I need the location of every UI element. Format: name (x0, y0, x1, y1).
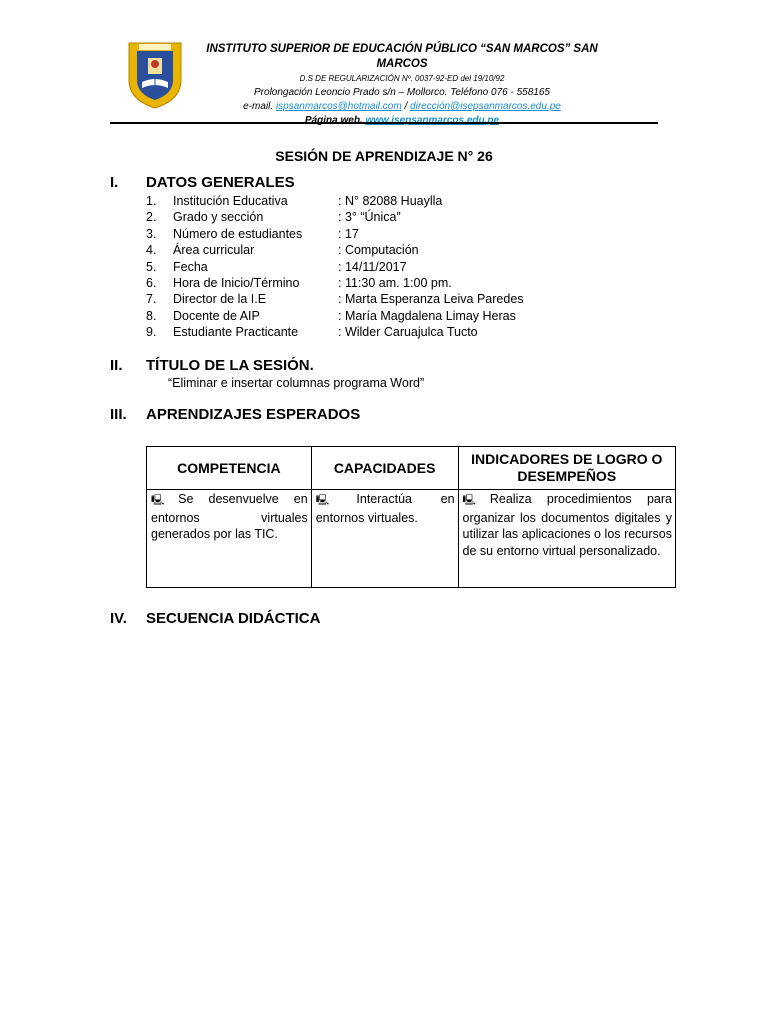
list-item (146, 291, 524, 307)
list-item (146, 242, 524, 258)
column-header-capacidades: CAPACIDADES (311, 447, 458, 490)
website-label: Página web. (304, 115, 363, 126)
item-label: Número de estudiantes (173, 226, 303, 241)
item-value: : N° 82088 Huaylla (338, 194, 443, 208)
email-separator: / (401, 101, 411, 112)
computer-icon: 🖳︎ (151, 495, 165, 506)
item-value: : 17 (338, 226, 359, 241)
institution-name: INSTITUTO SUPERIOR DE EDUCACIÓN PÚBLICO “SAN MARCOS” SAN MARCOS (206, 43, 598, 70)
list-item (146, 209, 524, 225)
section-heading-general-data (110, 174, 295, 191)
header-divider (110, 122, 658, 124)
item-label: Hora de Inicio/Término (173, 275, 300, 290)
session-title-text: “Eliminar e insertar columnas programa Word” (168, 376, 425, 390)
item-label: Institución Educativa (173, 194, 288, 208)
section-title: SECUENCIA DIDÁCTICA (146, 610, 321, 627)
column-header-indicadores: INDICADORES DE LOGRO O DESEMPEÑOS (458, 447, 675, 490)
item-number: 5. (146, 259, 157, 274)
computer-icon: 🖳︎ (315, 495, 330, 506)
item-value: : Marta Esperanza Leiva Paredes (338, 292, 524, 307)
general-data-list (146, 193, 524, 341)
website-line (186, 113, 618, 128)
document-title: SESIÓN DE APRENDIZAJE N° 26 (275, 148, 493, 164)
learning-table (146, 446, 676, 588)
item-number: 6. (146, 275, 157, 290)
item-number: 3. (146, 226, 157, 241)
computer-icon: 🖳︎ (462, 495, 476, 506)
table-row (147, 490, 676, 588)
item-number: 8. (146, 308, 157, 323)
column-header-competencia: COMPETENCIA (147, 447, 312, 490)
item-label: Área curricular (173, 243, 255, 258)
item-number: 9. (146, 325, 157, 340)
table-header-row (147, 447, 676, 490)
address-text: Prolongación Leoncio Prado s/n – Mollorco. Teléfono 076 - 558165 (254, 87, 550, 98)
table-cell-competencia (147, 490, 312, 588)
cell-text: Realiza procedimientos para organizar los documentos digitales y utilizar las aplicaciones o los recursos de su entorno virtual personalizado. (462, 492, 672, 558)
item-number: 1. (146, 194, 157, 208)
table-cell-capacidades (311, 490, 458, 588)
institution-header (186, 42, 618, 128)
item-label: Fecha (173, 259, 208, 274)
section-heading-didactic-sequence (110, 610, 320, 627)
email-link-2[interactable]: dirección@isepsanmarcos.edu.pe (410, 101, 561, 112)
item-value: : 3° “Única” (338, 210, 401, 225)
item-value: : María Magdalena Limay Heras (338, 308, 516, 323)
email-label: e-mail. (243, 101, 274, 112)
list-item (146, 226, 524, 242)
item-number: 7. (146, 292, 157, 307)
list-item (146, 259, 524, 275)
item-label: Docente de AIP (173, 308, 260, 323)
cell-text: Interactúa en entornos virtuales. (315, 492, 455, 525)
institute-logo (126, 40, 184, 110)
section-heading-session-title (110, 357, 314, 374)
section-number: II. (110, 357, 123, 374)
item-number: 2. (146, 210, 157, 225)
item-label: Grado y sección (173, 210, 264, 225)
list-item (146, 193, 524, 209)
section-title: APRENDIZAJES ESPERADOS (146, 406, 361, 423)
table-cell-indicadores (458, 490, 675, 588)
email-line (186, 100, 618, 113)
item-label: Director de la I.E (173, 292, 267, 307)
section-title: DATOS GENERALES (146, 174, 295, 191)
item-number: 4. (146, 243, 157, 258)
section-number: III. (110, 406, 127, 423)
section-title: TÍTULO DE LA SESIÓN. (146, 357, 314, 374)
item-value: : Wilder Caruajulca Tucto (338, 325, 478, 340)
section-number: IV. (110, 610, 127, 627)
list-item (146, 275, 524, 291)
item-value: : 11:30 am. 1:00 pm. (338, 275, 452, 290)
list-item (146, 308, 524, 324)
section-heading-expected-learning (110, 406, 360, 423)
section-number: I. (110, 174, 119, 191)
item-value: : Computación (338, 243, 419, 258)
cell-text: Se desenvuelve en entornos virtuales generados por las TIC. (151, 492, 308, 541)
email-link-1[interactable]: ispsanmarcos@hotmail.com (275, 101, 402, 112)
item-label: Estudiante Practicante (173, 325, 299, 340)
website-link[interactable]: www.isepsanmarcos.edu.pe (365, 115, 500, 126)
item-value: : 14/11/2017 (338, 259, 407, 274)
list-item (146, 324, 524, 340)
regularization-text: D.S DE REGULARIZACIÓN Nº. 0037-92-ED del 19/10/92 (299, 74, 505, 83)
